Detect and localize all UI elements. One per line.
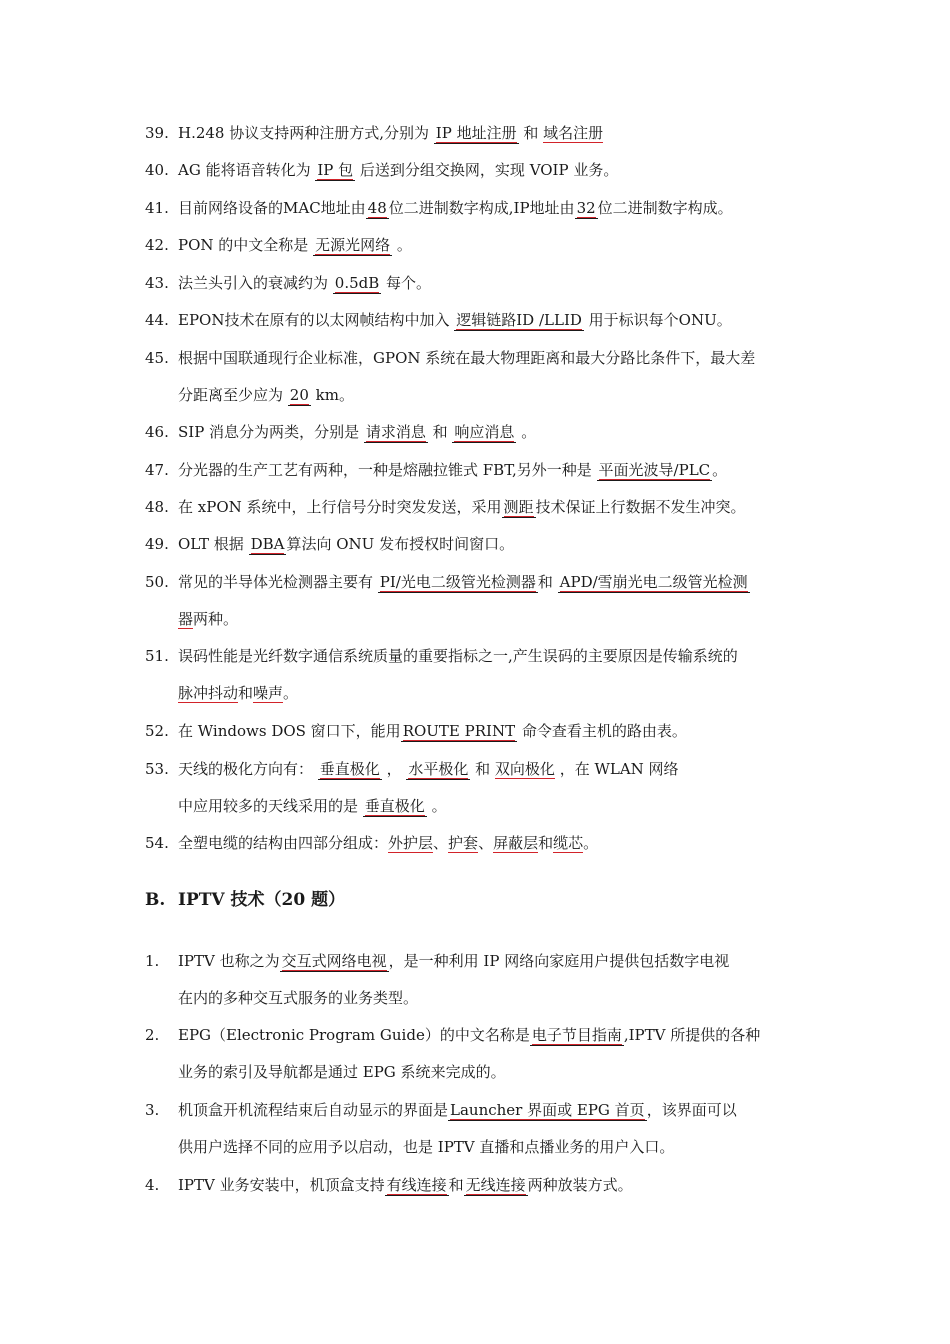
answer-text: 护套 xyxy=(448,834,479,852)
question-text: 分距离至少应为 xyxy=(178,386,288,404)
answer-blank xyxy=(597,461,713,481)
answer-text: ROUTE PRINT xyxy=(402,722,516,740)
section-label: B. xyxy=(145,890,166,910)
question-number: 44. xyxy=(145,311,169,329)
answer-text: 交互式网络电视 xyxy=(281,952,387,970)
question-text: 两种放装方式。 xyxy=(527,1176,633,1194)
question-text: 在 xPON 系统中，上行信号分时突发发送，采用 xyxy=(178,498,502,516)
question-text: 中应用较多的天线采用的是 xyxy=(178,797,363,815)
answer-blank xyxy=(452,423,516,443)
question-number: 39. xyxy=(145,124,169,142)
question-text: 后送到分组交换网，实现 VOIP 业务。 xyxy=(355,161,619,179)
question-number: 4. xyxy=(145,1176,160,1194)
question-line xyxy=(178,943,729,980)
answer-text: 0.5dB xyxy=(334,274,380,292)
answer-blank xyxy=(575,199,598,219)
answer-text: 测距 xyxy=(503,498,534,516)
question-line xyxy=(178,452,727,489)
question-line-continued xyxy=(178,601,238,638)
answer-text: 电子节目指南 xyxy=(531,1026,622,1044)
answer-blank xyxy=(378,573,538,593)
question-text: 分光器的生产工艺有两种，一种是熔融拉锥式 FBT,另外一种是 xyxy=(178,461,597,479)
question-text: 、 xyxy=(478,834,494,852)
question-line xyxy=(178,115,603,152)
question-line-continued xyxy=(178,675,298,712)
question-text: 。 xyxy=(392,236,412,254)
answer-text: 无线连接 xyxy=(465,1176,526,1194)
question-text: 供用户选择不同的应用予以启动，也是 IPTV 直播和点播业务的用户入口。 xyxy=(178,1138,675,1156)
question-text: 算法向 ONU 发布授权时间窗口。 xyxy=(286,535,515,553)
question-text: IPTV 业务安装中，机顶盒支持 xyxy=(178,1176,385,1194)
question-number: 40. xyxy=(145,161,169,179)
question-text: 、 xyxy=(433,834,449,852)
answer-blank xyxy=(280,952,389,972)
answer-text: DBA xyxy=(250,535,285,553)
question-text: OLT 根据 xyxy=(178,535,249,553)
answer-text: 平面光波导/PLC xyxy=(598,461,711,479)
question-text: AG 能将语音转化为 xyxy=(178,161,316,179)
answer-blank xyxy=(434,124,519,144)
question-text: 命令查看主机的路由表。 xyxy=(517,722,687,740)
question-text: ， xyxy=(381,760,407,778)
question-text: ，该界面可以 xyxy=(646,1101,737,1119)
question-text: 和 xyxy=(518,124,544,142)
question-line-continued xyxy=(178,1129,674,1166)
question-text: 法兰头引入的衰减约为 xyxy=(178,274,333,292)
question-number: 54. xyxy=(145,834,169,852)
question-number: 1. xyxy=(145,952,160,970)
question-line xyxy=(178,340,755,377)
question-number: 52. xyxy=(145,722,169,740)
question-text: 和 xyxy=(427,423,453,441)
question-text: 在 Windows DOS 窗口下，能用 xyxy=(178,722,401,740)
question-text: SIP 消息分为两类，分别是 xyxy=(178,423,364,441)
question-text: 和 xyxy=(537,573,558,591)
question-text: 位二进制数字构成,IP地址由 xyxy=(388,199,575,217)
question-number: 51. xyxy=(145,647,169,665)
answer-text: 噪声 xyxy=(253,684,284,702)
answer-blank xyxy=(249,535,287,555)
answer-text: APD/雪崩光电二级管光检测 xyxy=(559,573,748,591)
question-text: PON 的中文全称是 xyxy=(178,236,314,254)
question-line xyxy=(178,1017,760,1054)
question-line xyxy=(178,152,618,189)
question-text: km。 xyxy=(310,386,354,404)
answer-blank xyxy=(385,1176,449,1196)
question-line-continued xyxy=(178,788,447,825)
question-text: 目前网络设备的MAC地址由 xyxy=(178,199,366,217)
question-text: 每个。 xyxy=(381,274,432,292)
question-line xyxy=(178,1092,737,1129)
question-line xyxy=(178,638,738,675)
answer-blank xyxy=(288,386,311,406)
question-text: 误码性能是光纤数字通信系统质量的重要指标之一,产生误码的主要原因是传输系统的 xyxy=(178,647,738,665)
answer-text: PI/光电二级管光检测器 xyxy=(379,573,536,591)
question-line xyxy=(178,1167,633,1204)
question-line xyxy=(178,302,732,339)
answer-blank xyxy=(315,161,355,181)
answer-text: Launcher 界面或 EPG 首页 xyxy=(450,1101,645,1119)
question-text: EPON技术在原有的以太网帧结构中加入 xyxy=(178,311,455,329)
answer-blank xyxy=(464,1176,528,1196)
answer-text: 垂直极化 xyxy=(364,797,425,815)
answer-text: 响应消息 xyxy=(454,423,515,441)
question-text: ，在 WLAN 网络 xyxy=(554,760,679,778)
answer-text: IP 地址注册 xyxy=(435,124,517,142)
answer-text: 双向极化 xyxy=(494,760,555,778)
question-number: 43. xyxy=(145,274,169,292)
question-line xyxy=(178,227,412,264)
question-text: 两种。 xyxy=(193,610,239,628)
answer-text: 器 xyxy=(178,610,194,628)
question-text: 技术保证上行数据不发生冲突。 xyxy=(535,498,746,516)
question-line xyxy=(178,489,746,526)
question-text: 常见的半导体光检测器主要有 xyxy=(178,573,378,591)
answer-text: 逻辑链路ID /LLID xyxy=(456,311,582,329)
question-text: 。 xyxy=(283,684,299,702)
question-text: 和 xyxy=(538,834,554,852)
answer-text: 20 xyxy=(289,386,309,404)
answer-text: 缆芯 xyxy=(553,834,584,852)
question-number: 49. xyxy=(145,535,169,553)
answer-blank xyxy=(558,573,750,593)
question-text: 。 xyxy=(516,423,537,441)
answer-text: 请求消息 xyxy=(365,423,426,441)
question-text: 根据中国联通现行企业标准，GPON 系统在最大物理距离和最大分路比条件下，最大差 xyxy=(178,349,756,367)
answer-blank xyxy=(364,423,428,443)
question-text: 用于标识每个ONU。 xyxy=(583,311,732,329)
question-text: 业务的索引及导航都是通过 EPG 系统来完成的。 xyxy=(178,1063,506,1081)
question-number: 41. xyxy=(145,199,169,217)
question-number: 46. xyxy=(145,423,169,441)
question-number: 2. xyxy=(145,1026,160,1044)
question-line xyxy=(178,190,733,227)
answer-blank xyxy=(454,311,584,331)
question-line xyxy=(178,713,687,750)
question-text: 天线的极化方向有： xyxy=(178,760,318,778)
answer-blank xyxy=(448,1101,647,1121)
question-line-continued xyxy=(178,980,418,1017)
question-number: 45. xyxy=(145,349,169,367)
section-heading xyxy=(145,880,345,920)
answer-text: 脉冲抖动 xyxy=(178,684,239,702)
question-line xyxy=(178,526,514,563)
question-line-continued xyxy=(178,1054,506,1091)
question-text: 和 xyxy=(238,684,254,702)
answer-text: 垂直极化 xyxy=(319,760,380,778)
answer-text: 48 xyxy=(367,199,387,217)
question-text: 在内的多种交互式服务的业务类型。 xyxy=(178,989,419,1007)
question-text: ,IPTV 所提供的各种 xyxy=(623,1026,761,1044)
question-text: ，是一种利用 IP 网络向家庭用户提供包括数字电视 xyxy=(388,952,730,970)
answer-blank xyxy=(363,797,427,817)
answer-text: 域名注册 xyxy=(543,124,604,142)
question-text: 和 xyxy=(470,760,495,778)
answer-text: 水平极化 xyxy=(408,760,469,778)
question-line xyxy=(178,564,750,601)
answer-blank xyxy=(502,498,536,518)
answer-text: 有线连接 xyxy=(386,1176,447,1194)
question-text: 全塑电缆的结构由四部分组成： xyxy=(178,834,389,852)
question-text: IPTV 也称之为 xyxy=(178,952,280,970)
question-text: 。 xyxy=(712,461,728,479)
question-number: 48. xyxy=(145,498,169,516)
answer-blank xyxy=(313,236,392,256)
answer-blank xyxy=(406,760,470,780)
answer-blank xyxy=(401,722,517,742)
question-text: EPG（Electronic Program Guide）的中文名称是 xyxy=(178,1026,530,1044)
answer-blank xyxy=(318,760,382,780)
question-text: 位二进制数字构成。 xyxy=(597,199,733,217)
question-number: 3. xyxy=(145,1101,160,1119)
question-number: 42. xyxy=(145,236,169,254)
answer-text: IP 包 xyxy=(317,161,354,179)
question-text: 机顶盒开机流程结束后自动显示的界面是 xyxy=(178,1101,449,1119)
question-number: 53. xyxy=(145,760,169,778)
question-line xyxy=(178,825,598,862)
answer-text: 外护层 xyxy=(388,834,434,852)
question-text: H.248 协议支持两种注册方式,分别为 xyxy=(178,124,434,142)
answer-text: 32 xyxy=(576,199,596,217)
question-text: 。 xyxy=(426,797,447,815)
answer-blank xyxy=(366,199,389,219)
answer-text: 无源光网络 xyxy=(315,236,391,254)
question-number: 50. xyxy=(145,573,169,591)
question-line xyxy=(178,265,431,302)
question-text: 和 xyxy=(448,1176,464,1194)
question-text: 。 xyxy=(583,834,599,852)
answer-blank xyxy=(530,1026,624,1046)
question-number: 47. xyxy=(145,461,169,479)
question-line xyxy=(178,414,536,451)
section-title: IPTV 技术（20 题） xyxy=(178,890,346,910)
answer-blank xyxy=(333,274,381,294)
question-line-continued xyxy=(178,377,354,414)
answer-text: 屏蔽层 xyxy=(493,834,539,852)
question-line xyxy=(178,751,679,788)
